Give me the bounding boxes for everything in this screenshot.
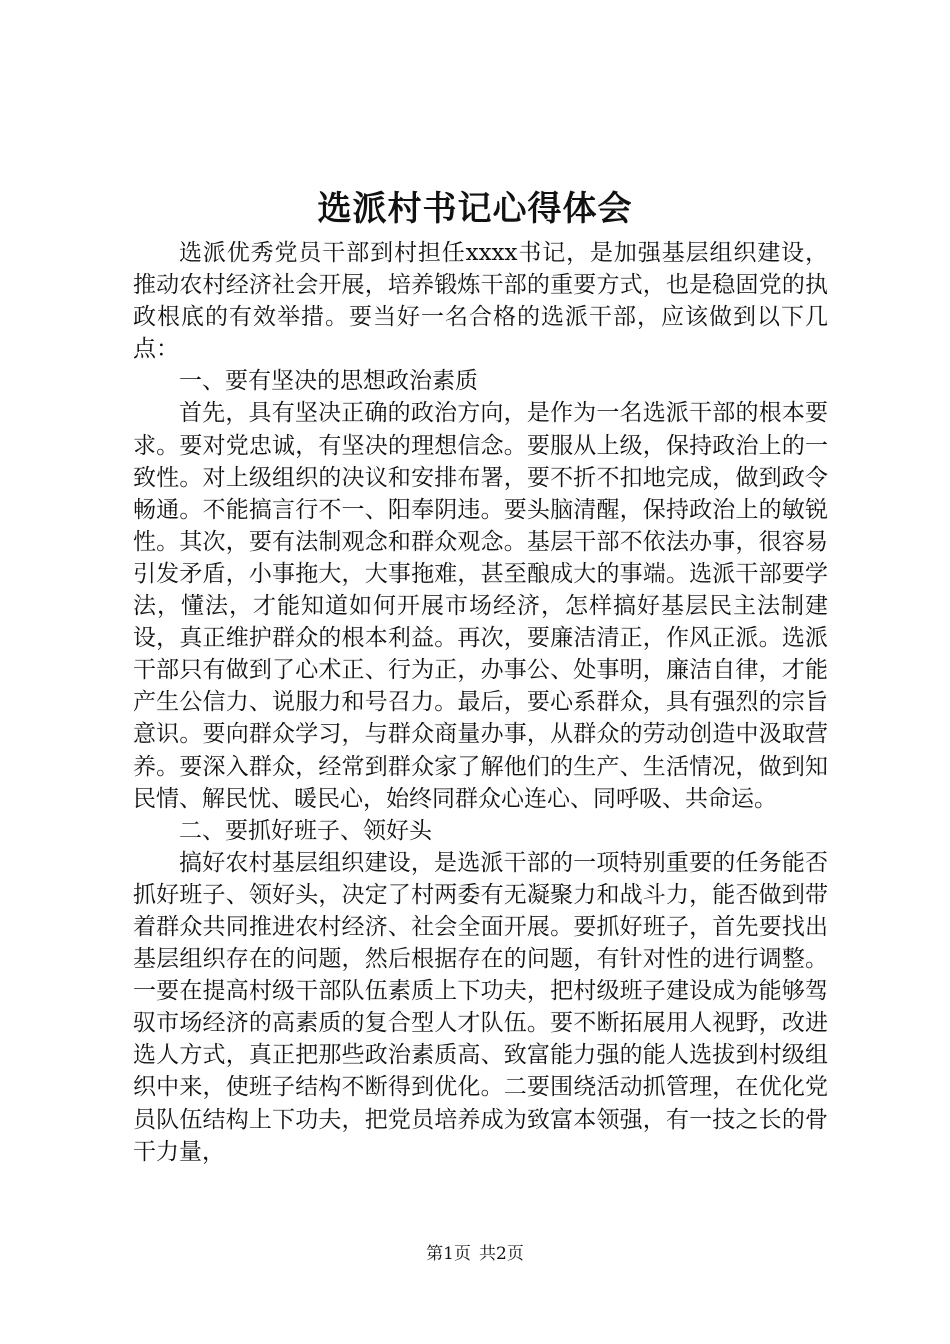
section-heading-1: 一、要有坚决的思想政治素质 — [179, 368, 478, 395]
document-title: 选派村书记心得体会 — [317, 189, 633, 229]
paragraph-intro: 选派优秀党员干部到村担任xxxx书记，是加强基层组织建设，推动农村经济社会开展，培养锻炼干部的重要方式，也是稳固党的执政根底的有效举措。要当好一名合格的选派干部，应该做到以下几点： — [133, 240, 828, 363]
paragraph-section-2: 搞好农村基层组织建设，是选派干部的一项特别重要的任务能否抓好班子、领好头，决定了村两委有无凝聚力和战斗力，能否做到带着群众共同推进农村经济、社会全面开展。要抓好班子，首先要找出基层组织存在的问题，然后根据存在的问题，有针对性的进行调整。一要在提高村级干部队伍素质上下功夫，把村级班子建设成为能够驾驭市场经济的高素质的复合型人才队伍。要不断拓展用人视野，改进选人方式，真正把那些政治素质高、致富能力强的能人选拔到村级组织中来，使班子结构不断得到优化。二要围绕活动抓管理，在优化党员队伍结构上下功夫，把党员培养成为致富本领强，有一技之长的骨干力量， — [133, 849, 828, 1165]
page-footer — [0, 1242, 950, 1266]
document-body — [133, 237, 828, 1168]
page-total: 共2页 — [479, 1244, 524, 1264]
paragraph-section-1: 首先，具有坚决正确的政治方向，是作为一名选派干部的根本要求。要对党忠诚，有坚决的理想信念。要服从上级，保持政治上的一致性。对上级组织的决议和安排布署，要不折不扣地完成，做到政令畅通。不能搞言行不一、阳奉阴违。要头脑清醒，保持政治上的敏锐性。其次，要有法制观念和群众观念。基层干部不依法办事，很容易引发矛盾，小事拖大，大事拖难，甚至酿成大的事端。选派干部要学法，懂法，才能知道如何开展市场经济，怎样搞好基层民主法制建设，真正维护群众的根本利益。再次，要廉洁清正，作风正派。选派干部只有做到了心术正、行为正，办事公、处事明，廉洁自律，才能产生公信力、说服力和号召力。最后，要心系群众，具有强烈的宗旨意识。要向群众学习，与群众商量办事，从群众的劳动创造中汲取营养。要深入群众，经常到群众家了解他们的生产、生活情况，做到知民情、解民忧、暖民心，始终同群众心连心、同呼吸、共命运。 — [133, 400, 828, 812]
page-number: 第1页 — [426, 1244, 471, 1264]
section-heading-2: 二、要抓好班子、领好头 — [179, 817, 432, 844]
